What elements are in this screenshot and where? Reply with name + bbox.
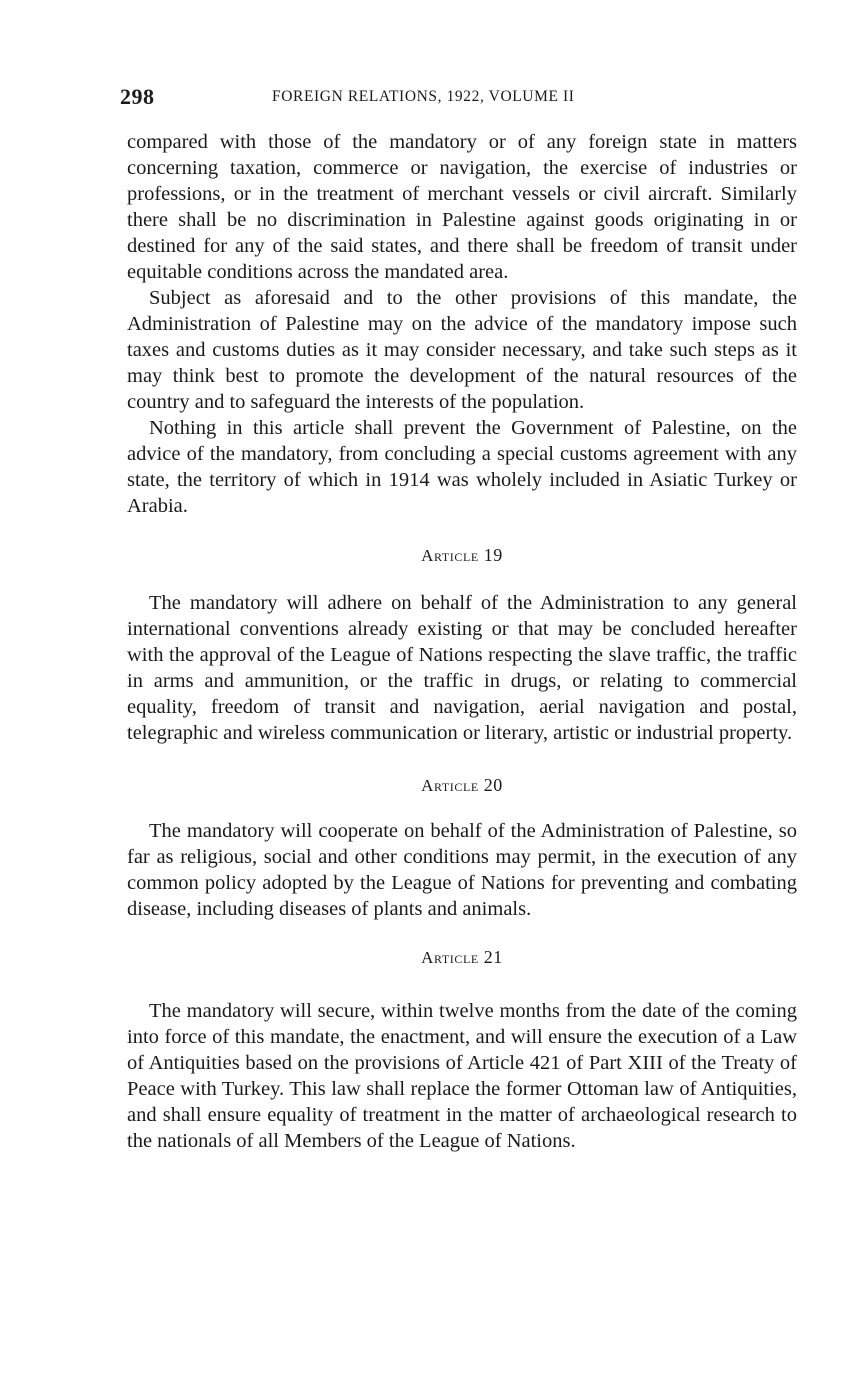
paragraph: Subject as aforesaid and to the other provisions of this mandate, the Administration of Palestine may on the advice of the mandatory impose such taxes and customs duties as it may consider necessary, and take such steps as it may think best to promote the development of the natural resources of the country and to safeguard the interests of the population. bbox=[127, 287, 797, 413]
paragraph-continued: compared with those of the mandatory or of any foreign state in matters concerning taxation, commerce or navigation, the exercise of industries or professions, or in the treatment of merchant vessels or civil aircraft. Similarly there shall be no discrimination in Palestine against goods originating in or destined for any of the said states, and there shall be freedom of transit under equitable conditions across the mandated area. bbox=[127, 131, 797, 283]
article-19-text: The mandatory will adhere on behalf of the Administration to any general international conventions already existing or that may be concluded hereafter with the approval of the League of Nations respecting the slave traffic, the traffic in arms and ammunition, or the traffic in drugs, or relating to commercial equality, freedom of transit and navigation, aerial navigation and postal, telegraphic and wireless communication or literary, artistic or industrial property. bbox=[127, 592, 797, 744]
article-label: Article bbox=[421, 546, 479, 565]
article-21-heading bbox=[127, 944, 797, 971]
article-label: Article bbox=[421, 948, 479, 967]
article-20-text: The mandatory will cooperate on behalf of the Administration of Palestine, so far as religious, social and other conditions may permit, in the execution of any common policy adopted by the League of Nations for preventing and combating disease, including diseases of plants and animals. bbox=[127, 820, 797, 920]
document-body bbox=[127, 129, 797, 1154]
article-number: 20 bbox=[483, 775, 503, 795]
paragraph: Nothing in this article shall prevent the Government of Palestine, on the advice of the mandatory, from concluding a special customs agreement with any state, the territory of which in 1914 was wholely included in Asiatic Turkey or Arabia. bbox=[127, 417, 797, 517]
article-label: Article bbox=[421, 776, 479, 795]
article-20-heading bbox=[127, 772, 797, 799]
article-19-heading bbox=[127, 542, 797, 569]
article-number: 19 bbox=[483, 545, 503, 565]
article-number: 21 bbox=[483, 947, 503, 967]
article-21-text: The mandatory will secure, within twelve months from the date of the coming into force of this mandate, the enactment, and will ensure the execution of a Law of Antiquities based on the provisions of Article 421 of Part XIII of the Treaty of Peace with Turkey. This law shall replace the former Ottoman law of Antiquities, and shall ensure equality of treatment in the matter of archaeological research to the nationals of all Members of the League of Nations. bbox=[127, 1000, 797, 1152]
page-number: 298 bbox=[120, 84, 155, 109]
page-header bbox=[120, 84, 796, 114]
running-head: FOREIGN RELATIONS, 1922, VOLUME II bbox=[272, 88, 575, 105]
